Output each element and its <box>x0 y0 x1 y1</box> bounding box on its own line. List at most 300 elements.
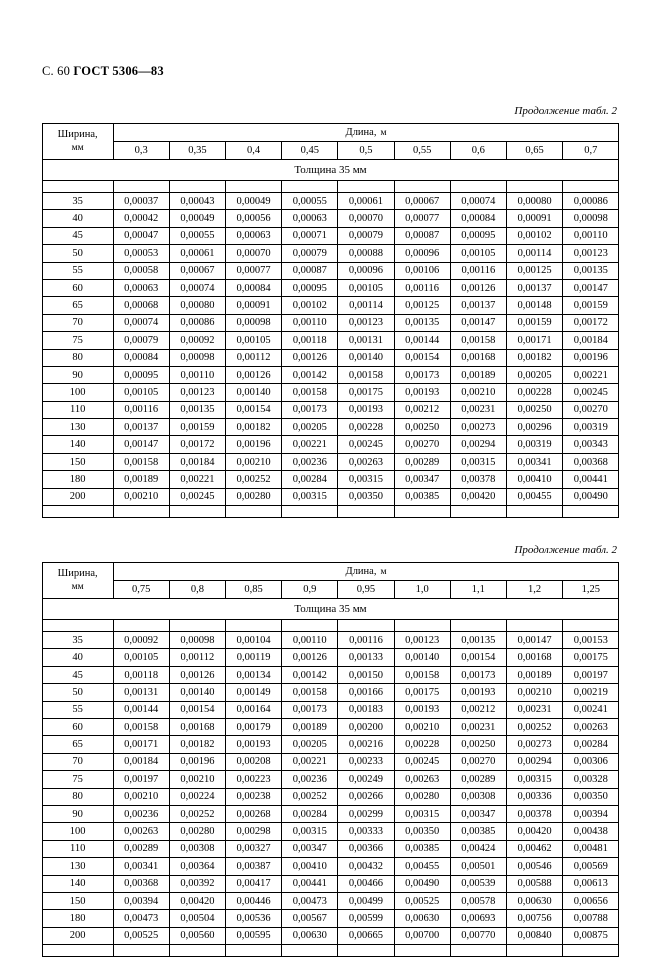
column-header-length-value: 1,0 <box>394 581 450 599</box>
table-cell-value: 0,00250 <box>394 419 450 436</box>
column-header-length-value: 1,2 <box>506 581 562 599</box>
table-cell-value: 0,00368 <box>563 453 619 470</box>
row-header-width: 60 <box>42 279 113 296</box>
column-header-length-value: 0,7 <box>563 142 619 160</box>
table-cell-value: 0,00149 <box>226 684 282 701</box>
table-cell-value: 0,00280 <box>394 788 450 805</box>
row-header-width: 70 <box>42 314 113 331</box>
table-cell-value: 0,00756 <box>506 910 562 927</box>
table-cell-value: 0,00205 <box>282 419 338 436</box>
table-cell-value: 0,00193 <box>394 384 450 401</box>
spacer-cell <box>338 620 394 632</box>
spacer-cell <box>394 181 450 193</box>
table-cell-value: 0,00368 <box>113 875 169 892</box>
table-cell-value: 0,00308 <box>169 840 225 857</box>
table-cell-value: 0,00153 <box>563 632 619 649</box>
table-cell-value: 0,00417 <box>226 875 282 892</box>
row-header-width: 150 <box>42 453 113 470</box>
table-cell-value: 0,00263 <box>113 823 169 840</box>
table-cell-value: 0,00137 <box>113 419 169 436</box>
table-cell-value: 0,00289 <box>450 771 506 788</box>
table-cell-value: 0,00294 <box>450 436 506 453</box>
table-cell-value: 0,00091 <box>226 297 282 314</box>
row-header-width: 90 <box>42 805 113 822</box>
table-cell-value: 0,00110 <box>282 632 338 649</box>
table-cell-value: 0,00173 <box>282 401 338 418</box>
table-cell-value: 0,00116 <box>113 401 169 418</box>
table-row <box>42 736 619 753</box>
table-cell-value: 0,00578 <box>450 892 506 909</box>
table-cell-value: 0,00315 <box>394 805 450 822</box>
row-header-width: 180 <box>42 910 113 927</box>
table-row <box>42 858 619 875</box>
table-cell-value: 0,00560 <box>169 927 225 944</box>
table-cell-value: 0,00123 <box>169 384 225 401</box>
table-cell-value: 0,00189 <box>506 666 562 683</box>
table-row <box>42 262 619 279</box>
table-cell-value: 0,00061 <box>338 193 394 210</box>
width-header-label: Ширина, <box>57 129 98 140</box>
table-cell-value: 0,00315 <box>506 771 562 788</box>
table-cell-value: 0,00092 <box>169 332 225 349</box>
spacer-cell <box>338 506 394 518</box>
table-row <box>42 632 619 649</box>
table-cell-value: 0,00221 <box>169 471 225 488</box>
table-cell-value: 0,00168 <box>506 649 562 666</box>
table-cell-value: 0,00210 <box>450 384 506 401</box>
table-cell-value: 0,00042 <box>113 210 169 227</box>
table-row <box>42 892 619 909</box>
table-cell-value: 0,00154 <box>394 349 450 366</box>
table-cell-value: 0,00150 <box>338 666 394 683</box>
table-cell-value: 0,00125 <box>506 262 562 279</box>
table-cell-value: 0,00063 <box>282 210 338 227</box>
column-header-width <box>42 563 113 599</box>
table-cell-value: 0,00599 <box>338 910 394 927</box>
table-cell-value: 0,00158 <box>450 332 506 349</box>
table-cell-value: 0,00196 <box>169 753 225 770</box>
table-cell-value: 0,00193 <box>338 401 394 418</box>
column-header-length <box>113 563 619 581</box>
table-cell-value: 0,00063 <box>113 279 169 296</box>
table-cell-value: 0,00595 <box>226 927 282 944</box>
spacer-cell <box>282 945 338 957</box>
table-cell-value: 0,00567 <box>282 910 338 927</box>
column-header-length-value: 0,5 <box>338 142 394 160</box>
spacer-cell <box>113 945 169 957</box>
table-cell-value: 0,00110 <box>169 366 225 383</box>
table-cell-value: 0,00231 <box>450 401 506 418</box>
table-cell-value: 0,00455 <box>394 858 450 875</box>
table-cell-value: 0,00252 <box>169 805 225 822</box>
table-cell-value: 0,00123 <box>394 632 450 649</box>
table-cell-value: 0,00216 <box>338 736 394 753</box>
column-header-length-value: 0,9 <box>282 581 338 599</box>
table-cell-value: 0,00189 <box>450 366 506 383</box>
table-cell-value: 0,00208 <box>226 753 282 770</box>
table-cell-value: 0,00473 <box>113 910 169 927</box>
table-cell-value: 0,00306 <box>563 753 619 770</box>
table-cell-value: 0,00098 <box>169 349 225 366</box>
table-cell-value: 0,00350 <box>338 488 394 505</box>
table-cell-value: 0,00770 <box>450 927 506 944</box>
table-cell-value: 0,00140 <box>338 349 394 366</box>
row-header-width: 70 <box>42 753 113 770</box>
table-cell-value: 0,00238 <box>226 788 282 805</box>
table-cell-value: 0,00490 <box>394 875 450 892</box>
table-cell-value: 0,00193 <box>394 701 450 718</box>
table-cell-value: 0,00123 <box>563 245 619 262</box>
table-cell-value: 0,00223 <box>226 771 282 788</box>
table-cell-value: 0,00147 <box>506 632 562 649</box>
table-cell-value: 0,00236 <box>282 453 338 470</box>
row-header-width: 45 <box>42 666 113 683</box>
table-cell-value: 0,00270 <box>563 401 619 418</box>
table-cell-value: 0,00700 <box>394 927 450 944</box>
column-header-length-value: 0,95 <box>338 581 394 599</box>
table-cell-value: 0,00294 <box>506 753 562 770</box>
table-cell-value: 0,00315 <box>450 453 506 470</box>
table-cell-value: 0,00106 <box>394 262 450 279</box>
table-cell-value: 0,00102 <box>506 227 562 244</box>
thickness-title: Толщина 35 мм <box>42 599 619 620</box>
table-cell-value: 0,00175 <box>394 684 450 701</box>
length-header-unit: м <box>380 567 387 578</box>
row-header-width: 45 <box>42 227 113 244</box>
table-cell-value: 0,00148 <box>506 297 562 314</box>
spacer-cell <box>506 945 562 957</box>
width-header-unit: мм <box>71 143 84 154</box>
table-cell-value: 0,00172 <box>169 436 225 453</box>
table-cell-value: 0,00205 <box>282 736 338 753</box>
table-cell-value: 0,00098 <box>169 632 225 649</box>
row-header-width: 40 <box>42 649 113 666</box>
table-cell-value: 0,00047 <box>113 227 169 244</box>
column-header-length-value: 1,1 <box>450 581 506 599</box>
table-cell-value: 0,00182 <box>169 736 225 753</box>
spacer-cell <box>563 506 619 518</box>
row-header-width: 35 <box>42 632 113 649</box>
table-cell-value: 0,00394 <box>113 892 169 909</box>
table-cell-value: 0,00179 <box>226 718 282 735</box>
table-cell-value: 0,00184 <box>169 453 225 470</box>
table-cell-value: 0,00364 <box>169 858 225 875</box>
table-cell-value: 0,00171 <box>506 332 562 349</box>
table-cell-value: 0,00147 <box>450 314 506 331</box>
table-cell-value: 0,00105 <box>450 245 506 262</box>
table-cell-value: 0,00569 <box>563 858 619 875</box>
table-cell-value: 0,00656 <box>563 892 619 909</box>
table-row <box>42 453 619 470</box>
table-cell-value: 0,00420 <box>506 823 562 840</box>
table-cell-value: 0,00385 <box>394 488 450 505</box>
spacer-cell <box>113 506 169 518</box>
spacer-cell <box>226 181 282 193</box>
table-cell-value: 0,00159 <box>169 419 225 436</box>
table-cell-value: 0,00137 <box>450 297 506 314</box>
table-cell-value: 0,00249 <box>338 771 394 788</box>
table-cell-value: 0,00055 <box>169 227 225 244</box>
table-cell-value: 0,00420 <box>450 488 506 505</box>
table-cell-value: 0,00074 <box>169 279 225 296</box>
table-cell-value: 0,00110 <box>563 227 619 244</box>
table-cell-value: 0,00280 <box>169 823 225 840</box>
table-cell-value: 0,00182 <box>226 419 282 436</box>
table-cell-value: 0,00350 <box>394 823 450 840</box>
spacer-cell <box>506 506 562 518</box>
table-row <box>42 332 619 349</box>
table-cell-value: 0,00228 <box>338 419 394 436</box>
spacer-cell <box>394 506 450 518</box>
table-row <box>42 349 619 366</box>
row-header-width: 60 <box>42 718 113 735</box>
table-cell-value: 0,00327 <box>226 840 282 857</box>
table-cell-value: 0,00087 <box>282 262 338 279</box>
table-cell-value: 0,00123 <box>338 314 394 331</box>
table-cell-value: 0,00087 <box>394 227 450 244</box>
table-cell-value: 0,00071 <box>282 227 338 244</box>
table-row <box>42 279 619 296</box>
table-row <box>42 840 619 857</box>
table-cell-value: 0,00131 <box>113 684 169 701</box>
table-cell-value: 0,00154 <box>169 701 225 718</box>
row-header-width: 90 <box>42 366 113 383</box>
table-cell-value: 0,00084 <box>226 279 282 296</box>
table-cell-value: 0,00875 <box>563 927 619 944</box>
spacer-cell <box>563 620 619 632</box>
table-cell-value: 0,00119 <box>226 649 282 666</box>
row-header-width: 35 <box>42 193 113 210</box>
table-cell-value: 0,00455 <box>506 488 562 505</box>
column-header-length-value: 0,85 <box>226 581 282 599</box>
table-cell-value: 0,00410 <box>506 471 562 488</box>
table-cell-value: 0,00270 <box>450 753 506 770</box>
table-cell-value: 0,00308 <box>450 788 506 805</box>
table-cell-value: 0,00432 <box>338 858 394 875</box>
table-cell-value: 0,00193 <box>226 736 282 753</box>
table-cell-value: 0,00221 <box>563 366 619 383</box>
table-cell-value: 0,00224 <box>169 788 225 805</box>
table-cell-value: 0,00142 <box>282 366 338 383</box>
table-cell-value: 0,00063 <box>226 227 282 244</box>
row-header-width: 140 <box>42 436 113 453</box>
spacer-cell <box>394 945 450 957</box>
table-cell-value: 0,00228 <box>506 384 562 401</box>
table-cell-value: 0,00350 <box>563 788 619 805</box>
column-header-length-value: 0,4 <box>226 142 282 160</box>
table-cell-value: 0,00084 <box>450 210 506 227</box>
table-cell-value: 0,00158 <box>282 384 338 401</box>
table-cell-value: 0,00250 <box>506 401 562 418</box>
table-cell-value: 0,00319 <box>506 436 562 453</box>
table-cell-value: 0,00098 <box>226 314 282 331</box>
table-row <box>42 245 619 262</box>
table-cell-value: 0,00116 <box>450 262 506 279</box>
table-cell-value: 0,00539 <box>450 875 506 892</box>
table-cell-value: 0,00049 <box>226 193 282 210</box>
table-cell-value: 0,00086 <box>563 193 619 210</box>
table-cell-value: 0,00084 <box>113 349 169 366</box>
thickness-title: Толщина 35 мм <box>42 160 619 181</box>
spacer-cell <box>450 181 506 193</box>
table-cell-value: 0,00347 <box>394 471 450 488</box>
table-cell-value: 0,00077 <box>226 262 282 279</box>
table-cell-value: 0,00158 <box>113 453 169 470</box>
table-cell-value: 0,00630 <box>506 892 562 909</box>
table-cell-value: 0,00114 <box>338 297 394 314</box>
table-cell-value: 0,00424 <box>450 840 506 857</box>
standard-title: ГОСТ 5306—83 <box>73 64 164 78</box>
table-cell-value: 0,00080 <box>169 297 225 314</box>
table-cell-value: 0,00233 <box>338 753 394 770</box>
table-row <box>42 666 619 683</box>
table-cell-value: 0,00173 <box>450 666 506 683</box>
spacer-cell <box>338 181 394 193</box>
continuation-note-2: Продолжение табл. 2 <box>514 544 617 557</box>
table-cell-value: 0,00387 <box>226 858 282 875</box>
table-cell-value: 0,00481 <box>563 840 619 857</box>
table-block-2 <box>42 562 619 957</box>
table-cell-value: 0,00118 <box>113 666 169 683</box>
table-cell-value: 0,00245 <box>169 488 225 505</box>
table-cell-value: 0,00200 <box>338 718 394 735</box>
table-cell-value: 0,00095 <box>450 227 506 244</box>
length-header-unit: м <box>380 128 387 138</box>
table-row <box>42 684 619 701</box>
table-cell-value: 0,00074 <box>113 314 169 331</box>
table-cell-value: 0,00114 <box>506 245 562 262</box>
table-cell-value: 0,00173 <box>394 366 450 383</box>
table-cell-value: 0,00053 <box>113 245 169 262</box>
table-cell-value: 0,00252 <box>282 788 338 805</box>
table-cell-value: 0,00077 <box>394 210 450 227</box>
spacer-cell <box>169 945 225 957</box>
table-cell-value: 0,00441 <box>282 875 338 892</box>
table-row <box>42 436 619 453</box>
table-cell-value: 0,00092 <box>113 632 169 649</box>
spacer-cell <box>282 506 338 518</box>
table-cell-value: 0,00341 <box>113 858 169 875</box>
row-header-width: 100 <box>42 823 113 840</box>
row-header-width: 65 <box>42 297 113 314</box>
table-cell-value: 0,00499 <box>338 892 394 909</box>
table-cell-value: 0,00159 <box>563 297 619 314</box>
table-cell-value: 0,00315 <box>338 471 394 488</box>
table-row <box>42 823 619 840</box>
table-cell-value: 0,00210 <box>226 453 282 470</box>
table-row <box>42 366 619 383</box>
spacer-cell <box>282 620 338 632</box>
spacer-cell <box>226 945 282 957</box>
spacer-cell <box>42 945 113 957</box>
table-cell-value: 0,00126 <box>169 666 225 683</box>
row-header-width: 55 <box>42 701 113 718</box>
table-cell-value: 0,00263 <box>338 453 394 470</box>
table-cell-value: 0,00333 <box>338 823 394 840</box>
table-row <box>42 471 619 488</box>
table-row <box>42 419 619 436</box>
row-header-width: 75 <box>42 332 113 349</box>
row-header-width: 80 <box>42 349 113 366</box>
spacer-cell <box>450 945 506 957</box>
table-row <box>42 805 619 822</box>
table-cell-value: 0,00133 <box>338 649 394 666</box>
table-cell-value: 0,00173 <box>282 701 338 718</box>
table-cell-value: 0,00504 <box>169 910 225 927</box>
table-cell-value: 0,00055 <box>282 193 338 210</box>
table-cell-value: 0,00058 <box>113 262 169 279</box>
table-cell-value: 0,00263 <box>394 771 450 788</box>
table-cell-value: 0,00546 <box>506 858 562 875</box>
table-cell-value: 0,00328 <box>563 771 619 788</box>
spacer-cell <box>226 506 282 518</box>
table-cell-value: 0,00147 <box>563 279 619 296</box>
table-cell-value: 0,00490 <box>563 488 619 505</box>
table-cell-value: 0,00140 <box>226 384 282 401</box>
spacer-cell <box>563 945 619 957</box>
table-cell-value: 0,00441 <box>563 471 619 488</box>
table-cell-value: 0,00112 <box>226 349 282 366</box>
length-header-label: Длина, <box>345 566 377 578</box>
spacer-cell <box>394 620 450 632</box>
table-cell-value: 0,00086 <box>169 314 225 331</box>
column-header-length-value: 1,25 <box>563 581 619 599</box>
table-cell-value: 0,00280 <box>226 488 282 505</box>
table-cell-value: 0,00067 <box>169 262 225 279</box>
table-cell-value: 0,00221 <box>282 436 338 453</box>
table-cell-value: 0,00144 <box>113 701 169 718</box>
column-header-width <box>42 124 113 160</box>
table-cell-value: 0,00154 <box>450 649 506 666</box>
table-cell-value: 0,00096 <box>394 245 450 262</box>
spacer-cell <box>113 620 169 632</box>
spacer-cell <box>42 506 113 518</box>
table-cell-value: 0,00284 <box>282 805 338 822</box>
table-cell-value: 0,00189 <box>113 471 169 488</box>
table-cell-value: 0,00273 <box>506 736 562 753</box>
table-cell-value: 0,00212 <box>394 401 450 418</box>
table-cell-value: 0,00088 <box>338 245 394 262</box>
row-header-width: 65 <box>42 736 113 753</box>
table-cell-value: 0,00147 <box>113 436 169 453</box>
table-cell-value: 0,00197 <box>113 771 169 788</box>
table-cell-value: 0,00171 <box>113 736 169 753</box>
table-cell-value: 0,00140 <box>169 684 225 701</box>
table-cell-value: 0,00446 <box>226 892 282 909</box>
table-cell-value: 0,00410 <box>282 858 338 875</box>
table-cell-value: 0,00079 <box>113 332 169 349</box>
table-cell-value: 0,00159 <box>506 314 562 331</box>
data-table-2 <box>42 562 620 957</box>
spacer-cell <box>169 506 225 518</box>
table-cell-value: 0,00116 <box>338 632 394 649</box>
table-cell-value: 0,00270 <box>394 436 450 453</box>
table-row <box>42 488 619 505</box>
column-header-length-value: 0,35 <box>169 142 225 160</box>
table-cell-value: 0,00037 <box>113 193 169 210</box>
data-table-1 <box>42 123 620 518</box>
table-cell-value: 0,00273 <box>450 419 506 436</box>
table-cell-value: 0,00158 <box>394 666 450 683</box>
table-row <box>42 875 619 892</box>
table-cell-value: 0,00289 <box>113 840 169 857</box>
table-cell-value: 0,00392 <box>169 875 225 892</box>
table-cell-value: 0,00184 <box>563 332 619 349</box>
table-cell-value: 0,00466 <box>338 875 394 892</box>
table-cell-value: 0,00221 <box>282 753 338 770</box>
table-cell-value: 0,00420 <box>169 892 225 909</box>
table-cell-value: 0,00079 <box>282 245 338 262</box>
